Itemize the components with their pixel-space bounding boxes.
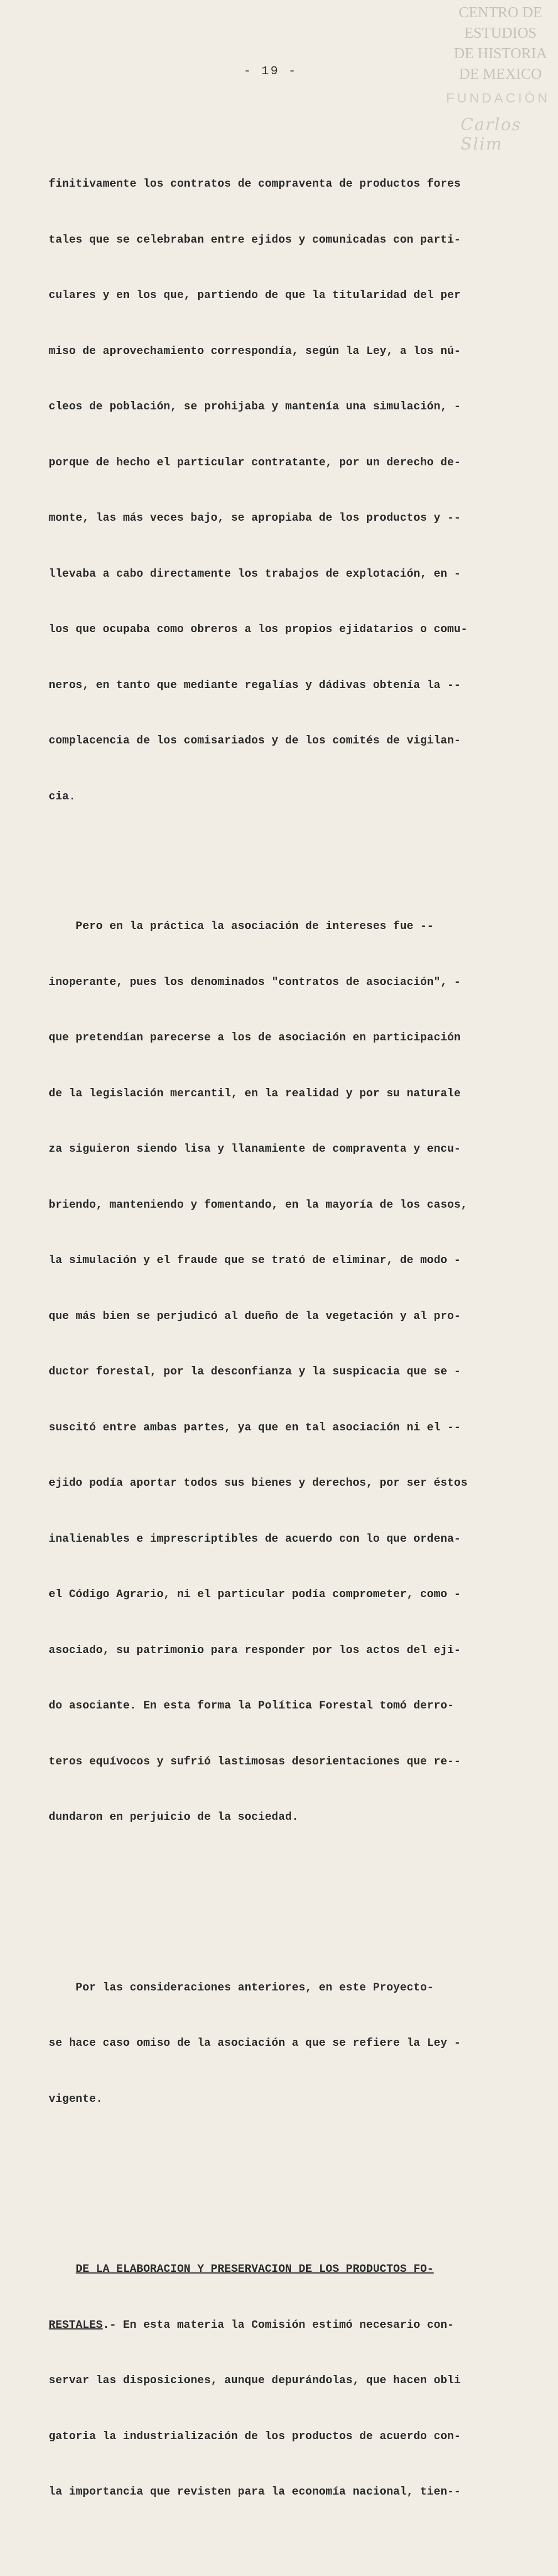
text-line: cleos de población, se prohijaba y mantenía una simulación, - xyxy=(49,401,461,413)
text-line: asociado, su patrimonio para responder por los actos del eji- xyxy=(49,1644,461,1657)
watermark-foundation: FUNDACIÓN xyxy=(446,91,550,106)
text-line: inalienables e imprescriptibles de acuerdo con lo que ordena- xyxy=(49,1532,461,1546)
text-line: gatoria la industrialización de los productos de acuerdo con- xyxy=(49,2430,461,2443)
watermark-line: DE MEXICO xyxy=(459,65,542,82)
page-number: - 19 - xyxy=(244,64,298,78)
text-line: ejido podía aportar todos sus bienes y derechos, por ser éstos xyxy=(49,1477,468,1490)
text-line: neros, en tanto que mediante regalías y dádivas obtenía la -- xyxy=(49,679,461,692)
section-heading-line xyxy=(49,2260,536,2279)
section-line-rest: .- En esta materia la Comisión estimó necesario con- xyxy=(102,2318,454,2332)
text-line: Por las consideraciones anteriores, en este Proyecto- xyxy=(49,1981,434,1994)
text-line: que más bien se perjudicó al dueño de la vegetación y al pro- xyxy=(49,1310,461,1323)
paragraph-gap xyxy=(49,2183,536,2186)
text-line: culares y en los que, partiendo de que la titularidad del per xyxy=(49,289,461,302)
text-line: que pretendían parecerse a los de asociación en participación xyxy=(49,1032,461,1044)
text-line xyxy=(49,2316,536,2335)
text-line: dundaron en perjuicio de la sociedad. xyxy=(49,1811,299,1824)
text-line: tales que se celebraban entre ejidos y comunicadas con parti- xyxy=(49,233,461,247)
text-line: finitivamente los contratos de compraventa de productos fores xyxy=(49,178,461,191)
section-paragraph xyxy=(49,2223,536,2539)
text-line: la simulación y el fraude que se trató de eliminar, de modo - xyxy=(49,1254,461,1267)
text-line: llevaba a cabo directamente los trabajos de explotación, en - xyxy=(49,567,461,581)
text-line: porque de hecho el particular contratante, por un derecho de- xyxy=(49,456,461,469)
section-heading-continued: RESTALES xyxy=(49,2318,103,2332)
text-line: inoperante, pues los denominados "contratos de asociación", - xyxy=(49,976,461,989)
text-line: servar las disposiciones, aunque depurándolas, que hacen obli xyxy=(49,2374,461,2387)
paragraph-gap xyxy=(49,1901,536,1905)
watermark-line: ESTUDIOS xyxy=(464,24,537,41)
watermark-line: DE HISTORIA xyxy=(453,45,547,61)
text-line: za siguieron siendo lisa y llanamiente de compraventa y encu- xyxy=(49,1143,461,1156)
text-line: miso de aprovechamiento correspondía, según la Ley, a los nú- xyxy=(49,345,461,358)
text-line: suscitó entre ambas partes, ya que en tal asociación ni el -- xyxy=(49,1421,461,1434)
text-line: se hace caso omiso de la asociación a que se refiere la Ley - xyxy=(49,2037,461,2050)
text-line: ductor forestal, por la desconfianza y la suspicacia que se - xyxy=(49,1366,461,1378)
paragraph-2 xyxy=(49,880,536,1864)
text-line: vigente. xyxy=(49,2092,103,2106)
text-line: briendo, manteniendo y fomentando, en la mayoría de los casos, xyxy=(49,1198,468,1212)
text-line: la importancia que revisten para la economía nacional, tien-- xyxy=(49,2486,461,2498)
paragraph-1 xyxy=(49,138,536,843)
text-line: teros equívocos y sufrió lastimosas desorientaciones que re-- xyxy=(49,1755,461,1768)
paragraph-3 xyxy=(49,1942,536,2146)
text-line: monte, las más veces bajo, se apropiaba de los productos y -- xyxy=(49,512,461,525)
watermark-line: CENTRO DE xyxy=(458,4,542,20)
text-line: complacencia de los comisariados y de los comités de vigilan- xyxy=(49,735,461,747)
body-text xyxy=(49,101,536,2576)
text-line: los que ocupaba como obreros a los propios ejidatarios o comu- xyxy=(49,623,468,636)
text-line: el Código Agrario, ni el particular podía comprometer, como - xyxy=(49,1588,461,1601)
archive-watermark xyxy=(443,2,558,84)
text-line: de la legislación mercantil, en la realidad y por su naturale xyxy=(49,1087,461,1100)
watermark-signature: Carlos Slim xyxy=(461,115,522,154)
text-line: cia. xyxy=(49,790,76,803)
section-heading: DE LA ELABORACION Y PRESERVACION DE LOS PRODUCTOS FO- xyxy=(75,2263,434,2276)
text-line: Pero en la práctica la asociación de intereses fue -- xyxy=(49,920,434,933)
text-line: do asociante. En esta forma la Política Forestal tomó derro- xyxy=(49,1700,454,1712)
